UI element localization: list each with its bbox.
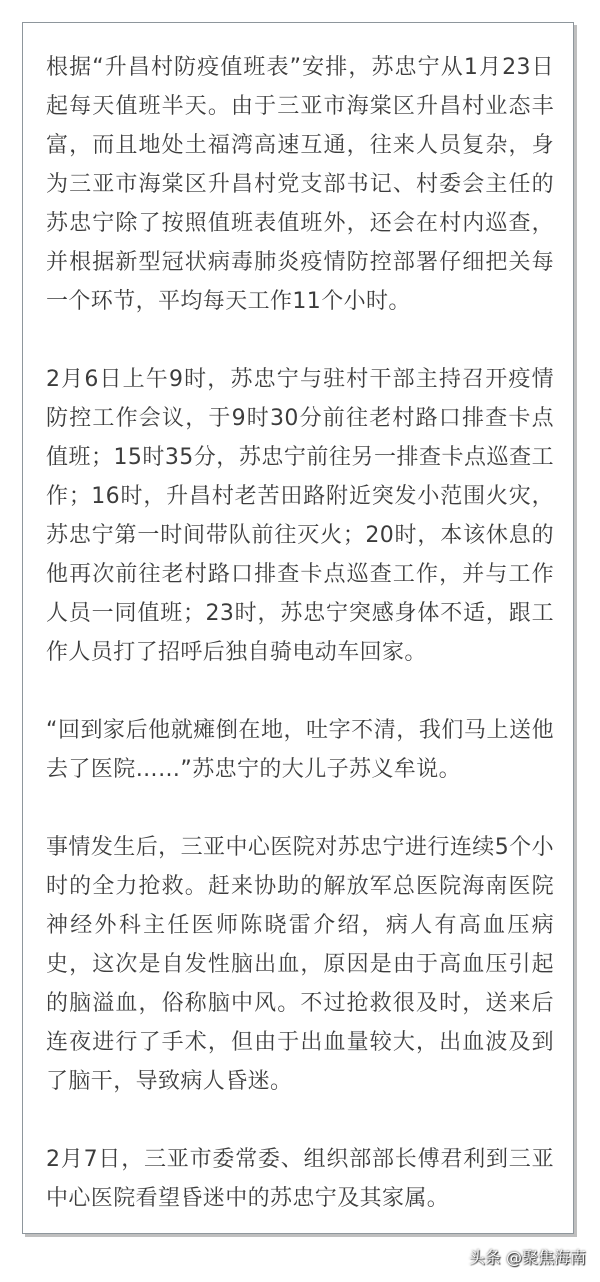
source-watermark: 头条 @聚焦海南	[468, 1248, 586, 1267]
article-body	[46, 48, 554, 1218]
paragraph-feb6-timeline: 2月6日上午9时，苏忠宁与驻村干部主持召开疫情防控工作会议，于9时30分前往老村路口排查卡点值班；15时35分，苏忠宁前往另一排查卡点巡查工作；16时，升昌村老苦田路附近突发小范围火灾，苏忠宁第一时间带队前往灭火；20时，本该休息的他再次前往老村路口排查卡点巡查工作，并与工作人员一同值班；23时，苏忠宁突感身体不适，跟工作人员打了招呼后独自骑电动车回家。	[46, 367, 554, 665]
paragraph-feb7-visit: 2月7日，三亚市委常委、组织部部长傅君利到三亚中心医院看望昏迷中的苏忠宁及其家属。	[46, 1147, 554, 1211]
paragraph-duty-schedule: 根据“升昌村防疫值班表”安排，苏忠宁从1月23日起每天值班半天。由于三亚市海棠区升昌村业态丰富，而且地处土福湾高速互通，往来人员复杂，身为三亚市海棠区升昌村党支部书记、村委会主任的苏忠宁除了按照值班表值班外，还会在村内巡查，并根据新型冠状病毒肺炎疫情防控部署仔细把关每一个环节，平均每天工作11个小时。	[46, 55, 554, 314]
paragraph-son-quote: “回到家后他就瘫倒在地，吐字不清，我们马上送他去了医院……”苏忠宁的大儿子苏义牟说。	[46, 718, 554, 782]
paragraph-hospital-rescue: 事情发生后，三亚中心医院对苏忠宁进行连续5个小时的全力抢救。赶来协助的解放军总医院海南医院神经外科主任医师陈晓雷介绍，病人有高血压病史，这次是自发性脑出血，原因是由于高血压引起的脑溢血，俗称脑中风。不过抢救很及时，送来后连夜进行了手术，但由于出血量较大，出血波及到了脑干，导致病人昏迷。	[46, 835, 554, 1094]
